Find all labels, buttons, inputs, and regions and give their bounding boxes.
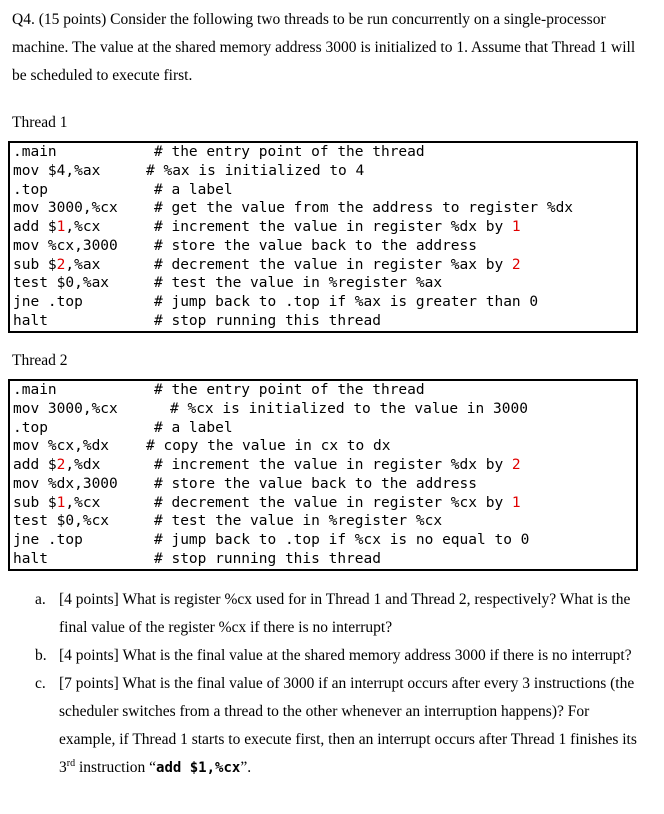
- question-c-ordinal-suffix: rd: [66, 757, 76, 769]
- comment-amount: 2: [511, 256, 521, 273]
- instruction: halt: [13, 312, 48, 329]
- thread2-line: [10, 512, 636, 531]
- comment: # increment the value in register %dx by 1: [154, 219, 521, 235]
- instruction: .top: [13, 181, 48, 198]
- thread1-line: [10, 181, 636, 200]
- comment: # %cx is initialized to the value in 3000: [170, 400, 528, 417]
- comment: # stop running this thread: [154, 312, 381, 329]
- question-c-text-mid: instruction “: [75, 759, 157, 776]
- instruction: sub $2,%ax: [13, 256, 101, 273]
- thread2-line: [10, 494, 636, 513]
- thread1-line: [10, 162, 636, 181]
- thread2-line: [10, 456, 636, 475]
- question-intro: Q4. (15 points) Consider the following two threads to be run concurrently on a single-processor machine. The value at the shared memory address 3000 is initialized to 1. Assume that Thread 1 will be scheduled to execute first.: [12, 11, 636, 84]
- instruction: mov %cx,%dx: [13, 438, 110, 455]
- thread1-line: [10, 143, 636, 162]
- thread2-line: [10, 437, 636, 456]
- instruction: .top: [13, 419, 48, 436]
- thread1-line: [10, 199, 636, 218]
- thread1-line: [10, 218, 636, 237]
- instruction: test $0,%cx: [13, 513, 110, 530]
- comment: # the entry point of the thread: [154, 144, 425, 160]
- comment: # decrement the value in register %cx by 1: [154, 494, 521, 511]
- immediate-value: 2: [56, 256, 66, 273]
- thread1-line: [10, 237, 636, 256]
- comment: # %ax is initialized to 4: [146, 162, 365, 179]
- question-c-text: [7 points] What is the final value of 3000 if an interrupt occurs after every 3 instructions (the scheduler switches from a thread to the other whenever an interruption happens)? For example, if Thread 1 starts to execute first, then an interrupt occurs after Thread 1 finishes its 3: [59, 675, 637, 776]
- comment-amount: 1: [511, 219, 521, 235]
- thread1-line: [10, 312, 636, 331]
- question-c-code: add $1,%cx: [156, 760, 241, 776]
- thread2-line: [10, 400, 636, 419]
- thread2-code-box: [8, 379, 638, 571]
- question-b-marker: b.: [35, 647, 47, 664]
- comment: # jump back to .top if %ax is greater than 0: [154, 294, 539, 310]
- instruction: test $0,%ax: [13, 275, 110, 292]
- thread1-label: Thread 1: [12, 114, 68, 131]
- instruction: jne .top: [13, 294, 83, 310]
- comment-amount: 2: [511, 457, 521, 473]
- thread2-line: [10, 381, 636, 400]
- comment-amount: 1: [511, 494, 521, 511]
- question-a-text: [4 points] What is register %cx used for in Thread 1 and Thread 2, respectively? What is the final value of the register %cx if there is no interrupt?: [59, 591, 631, 636]
- instruction: .main: [13, 382, 57, 398]
- comment: # copy the value in cx to dx: [146, 438, 391, 455]
- thread2-line: [10, 475, 636, 494]
- comment: # get the value from the address to register %dx: [154, 200, 574, 217]
- thread2-line: [10, 550, 636, 569]
- instruction: mov 3000,%cx: [13, 200, 118, 217]
- immediate-value: 2: [56, 457, 66, 473]
- instruction: mov $4,%ax: [13, 162, 101, 179]
- comment: # decrement the value in register %ax by 2: [154, 256, 521, 273]
- question-b: [0, 642, 649, 670]
- immediate-value: 1: [56, 494, 66, 511]
- instruction: halt: [13, 550, 48, 567]
- instruction: jne .top: [13, 532, 83, 548]
- instruction: add $1,%cx: [13, 219, 101, 235]
- thread1-code-box: [8, 141, 638, 333]
- instruction: sub $1,%cx: [13, 494, 101, 511]
- question-a-marker: a.: [35, 591, 46, 608]
- instruction: mov %dx,3000: [13, 475, 118, 492]
- question-a: [0, 586, 639, 642]
- comment: # test the value in %register %ax: [154, 275, 443, 292]
- sub-questions: [0, 586, 664, 782]
- comment: # test the value in %register %cx: [154, 513, 443, 530]
- immediate-value: 1: [56, 219, 66, 235]
- comment: # store the value back to the address: [154, 237, 478, 254]
- comment: # the entry point of the thread: [154, 382, 425, 398]
- comment: # store the value back to the address: [154, 475, 478, 492]
- thread2-label: Thread 2: [12, 352, 68, 369]
- question-c-marker: c.: [35, 675, 46, 692]
- comment: # a label: [154, 181, 233, 198]
- comment: # a label: [154, 419, 233, 436]
- thread1-line: [10, 293, 636, 312]
- instruction: add $2,%dx: [13, 457, 101, 473]
- comment: # stop running this thread: [154, 550, 381, 567]
- comment: # increment the value in register %dx by 2: [154, 457, 521, 473]
- question-c-text-end: ”.: [240, 759, 252, 776]
- question-b-text: [4 points] What is the final value at the shared memory address 3000 if there is no interrupt?: [59, 647, 632, 664]
- thread1-line: [10, 256, 636, 275]
- instruction: mov %cx,3000: [13, 237, 118, 254]
- comment: # jump back to .top if %cx is no equal to 0: [154, 532, 530, 548]
- instruction: .main: [13, 144, 57, 160]
- question-c: [0, 670, 639, 782]
- thread2-line: [10, 531, 636, 550]
- thread1-line: [10, 274, 636, 293]
- thread2-line: [10, 419, 636, 438]
- instruction: mov 3000,%cx: [13, 400, 118, 417]
